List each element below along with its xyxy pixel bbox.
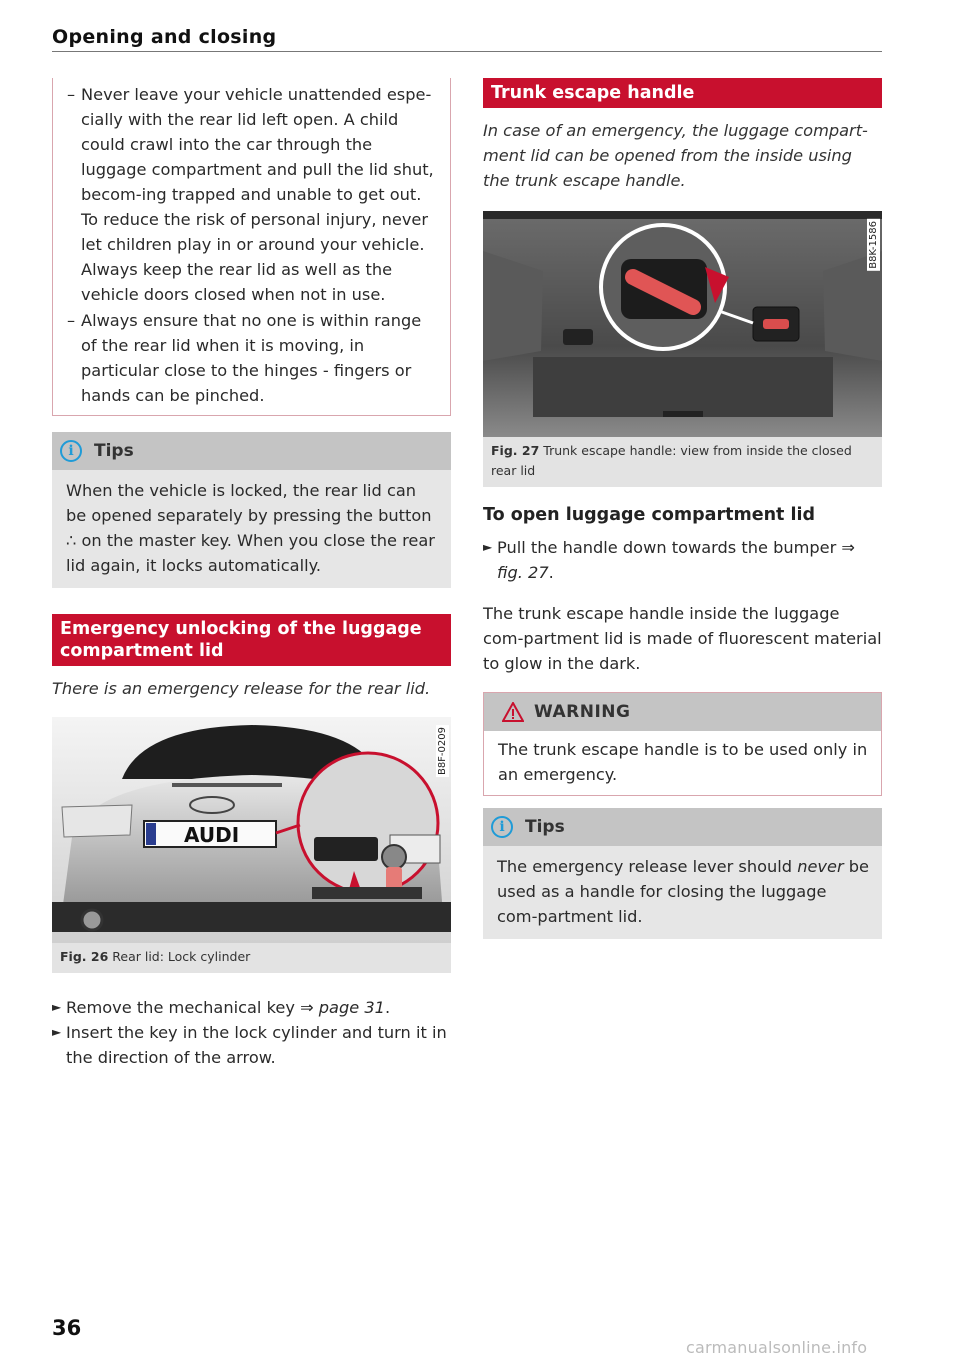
tips-label: Tips <box>94 441 134 461</box>
triangle-bullet-icon: ► <box>483 540 493 554</box>
warning-label: WARNING <box>534 702 631 722</box>
figure-caption-text: Rear lid: Lock cylinder <box>112 949 251 964</box>
figure-code: B8F-0209 <box>437 727 448 776</box>
warning-item-text: Always ensure that no one is within range of the rear lid when it is moving, in particular close to the hinges - fingers or hands can be pinched. <box>81 311 422 405</box>
page-header-title: Opening and closing <box>52 26 277 48</box>
triangle-bullet-icon: ► <box>52 1025 62 1039</box>
paragraph: The trunk escape handle inside the luggage com-partment lid is made of fluorescent material to glow in the dark. <box>483 604 882 673</box>
header-rule <box>52 51 882 52</box>
tips-label: Tips <box>525 817 565 837</box>
tips-text-end: on the master key. When you close the rear lid again, it locks automatically. <box>66 531 435 575</box>
step-text: Remove the mechanical key <box>66 998 295 1017</box>
dash-bullet: – <box>67 85 76 104</box>
figure-caption-text: Trunk escape handle: view from inside the closed rear lid <box>491 443 852 478</box>
triangle-bullet-icon: ► <box>52 1000 62 1014</box>
steps-list <box>52 995 451 1070</box>
figure-reference: ⇒ fig. 27 <box>497 538 855 582</box>
step-item <box>52 1020 451 1070</box>
figure-label: Fig. 26 <box>60 949 109 964</box>
tips-header <box>483 808 882 846</box>
rear-lid-illustration <box>52 717 451 943</box>
section-title-emergency-unlocking: Emergency unlocking of the luggage compartment lid <box>52 614 451 666</box>
step-item <box>483 535 882 585</box>
watermark: carmanualsonline.info <box>686 1338 868 1357</box>
page-reference: ⇒ page 31 <box>300 998 385 1017</box>
right-column <box>483 78 882 939</box>
tips-text-end: be used as a handle for closing the luggage com-partment lid. <box>497 857 869 926</box>
dash-bullet: – <box>67 311 76 330</box>
warning-header <box>484 693 881 731</box>
step-text: Insert the key in the lock cylinder and turn it in the direction of the arrow. <box>66 1023 447 1067</box>
info-icon: i <box>491 816 513 838</box>
left-column <box>52 78 451 1070</box>
info-icon: i <box>60 440 82 462</box>
figure-26 <box>52 717 451 973</box>
tips-text-start: When the vehicle is locked, the rear lid can be opened separately by pressing the button <box>66 481 432 525</box>
section-intro: There is an emergency release for the rear lid. <box>52 679 431 698</box>
tips-box <box>483 808 882 939</box>
section-title-trunk-escape-handle: Trunk escape handle <box>483 78 882 108</box>
warning-triangle-icon <box>502 702 524 722</box>
page-number: 36 <box>52 1316 82 1340</box>
tips-header <box>52 432 451 470</box>
license-plate-text: AUDI <box>184 823 240 847</box>
figure-caption <box>483 437 882 487</box>
step-item <box>52 995 451 1020</box>
tips-text <box>483 846 882 939</box>
key-button-icon: ∴ <box>66 531 77 550</box>
warning-box <box>483 692 882 796</box>
figure-27 <box>483 211 882 487</box>
trunk-handle-illustration <box>483 211 882 437</box>
warning-continuation-box <box>52 78 451 416</box>
figure-caption <box>52 943 451 973</box>
step-end: . <box>384 998 391 1017</box>
step-text: Pull the handle down towards the bumper <box>497 538 837 557</box>
warning-item-text: Never leave your vehicle unattended espe-cially with the rear lid left open. A child could crawl into the car through the luggage compartment and pull the lid shut, becom-ing trapped and unable to get out. To reduce the risk of personal injury, never let children play in or around your vehicle. Always keep the rear lid as well as the vehicle doors closed when not in use. <box>81 85 434 304</box>
figure-label: Fig. 27 <box>491 443 540 458</box>
step-end: . <box>548 563 554 582</box>
trunk-handle-image <box>483 211 882 437</box>
figure-code: B8K-1586 <box>868 221 879 269</box>
tips-emphasis: never <box>797 857 844 876</box>
tips-box <box>52 432 451 588</box>
section-intro: In case of an emergency, the luggage compart-ment lid can be opened from the inside using the trunk escape handle. <box>483 121 868 190</box>
warning-item <box>67 82 438 307</box>
tips-text-start: The emergency release lever should <box>497 857 793 876</box>
rear-lid-image <box>52 717 451 943</box>
subheading: To open luggage compartment lid <box>483 505 816 525</box>
warning-text: The trunk escape handle is to be used only in an emergency. <box>498 740 868 784</box>
tips-text <box>52 470 451 588</box>
warning-item <box>67 308 438 408</box>
